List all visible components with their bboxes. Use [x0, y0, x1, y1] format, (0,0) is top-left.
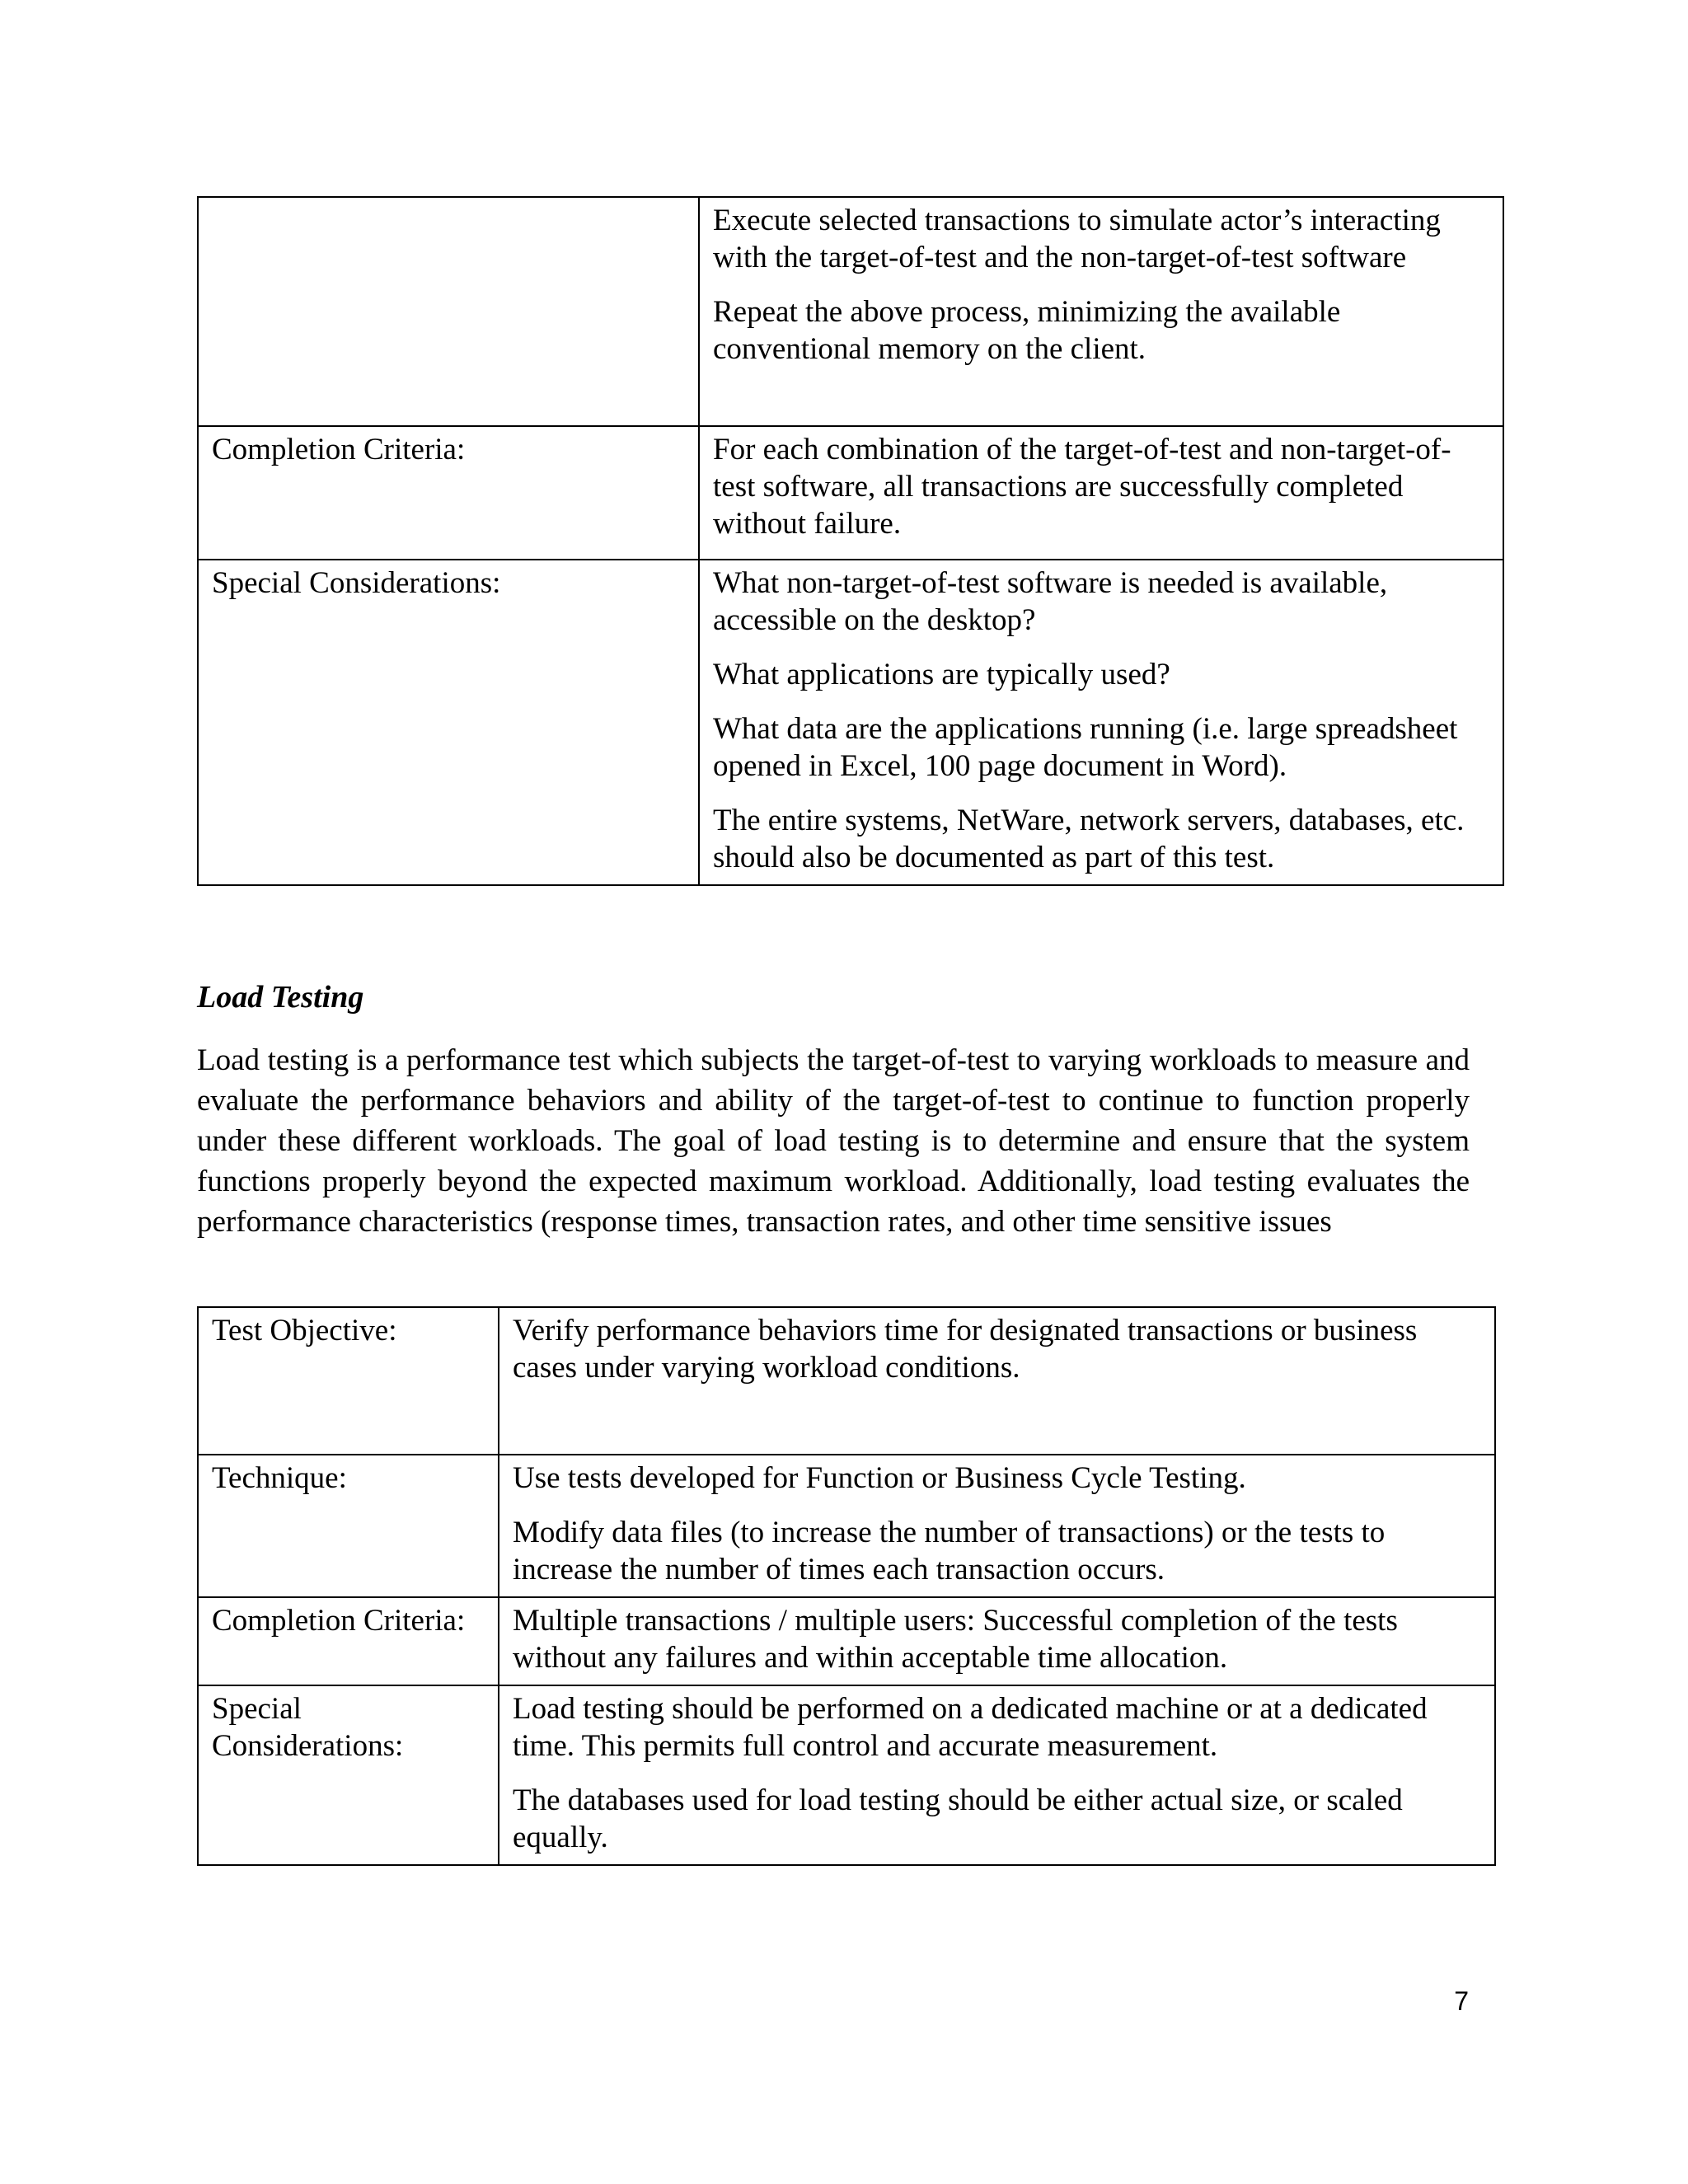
row-label: Test Objective: [198, 1307, 499, 1455]
table-row [198, 1455, 1495, 1597]
row-content [499, 1685, 1495, 1865]
table-row [198, 1685, 1495, 1865]
row-paragraph: Repeat the above process, minimizing the available conventional memory on the client. [713, 295, 1341, 366]
row-label: Special Considerations: [198, 560, 699, 885]
table-row [198, 197, 1503, 426]
row-content [499, 1455, 1495, 1597]
row-paragraph: The entire systems, NetWare, network servers, databases, etc. should also be documented as part of this test. [713, 804, 1465, 874]
row-paragraph: For each combination of the target-of-test and non-target-of-test software, all transactions are successfully completed without failure. [713, 433, 1451, 541]
test-continuation-table [197, 196, 1504, 886]
row-label [198, 197, 699, 426]
row-paragraph: Execute selected transactions to simulate actor’s interacting with the target-of-test and the non-target-of-test software [713, 204, 1441, 274]
row-label: Special Considerations: [198, 1685, 499, 1865]
section-paragraph: Load testing is a performance test which subjects the target-of-test to varying workloads to measure and evaluate the performance behaviors and ability of the target-of-test to continue to function properly under these different workloads. The goal of load testing is to determine and ensure that the system functions properly beyond the expected maximum workload. Additionally, load testing evaluates the performance characteristics (response times, transaction rates, and other time sensitive issues [197, 1043, 1470, 1239]
row-paragraph: Verify performance behaviors time for designated transactions or business cases under varying workload conditions. [513, 1314, 1418, 1385]
table-row [198, 560, 1503, 885]
row-content [499, 1307, 1495, 1455]
row-label: Technique: [198, 1455, 499, 1597]
row-paragraph: The databases used for load testing should be either actual size, or scaled equally. [513, 1783, 1403, 1854]
row-paragraph: Load testing should be performed on a dedicated machine or at a dedicated time. This permits full control and accurate measurement. [513, 1692, 1428, 1763]
row-paragraph: What applications are typically used? [713, 658, 1170, 691]
row-content [499, 1597, 1495, 1685]
table-row [198, 1597, 1495, 1685]
row-content [699, 426, 1503, 560]
row-label: Completion Criteria: [198, 1597, 499, 1685]
row-paragraph: Modify data files (to increase the number of transactions) or the tests to increase the number of times each transaction occurs. [513, 1516, 1386, 1586]
row-label: Completion Criteria: [198, 426, 699, 560]
row-paragraph: Multiple transactions / multiple users: Successful completion of the tests without any failures and within acceptable time allocation. [513, 1604, 1398, 1675]
row-paragraph: What non-target-of-test software is needed is available, accessible on the desktop? [713, 566, 1388, 637]
table-row [198, 426, 1503, 560]
row-content [699, 560, 1503, 885]
load-testing-table [197, 1306, 1496, 1866]
row-content [699, 197, 1503, 426]
row-paragraph: Use tests developed for Function or Business Cycle Testing. [513, 1461, 1246, 1495]
page-number: 7 [1454, 1986, 1469, 2016]
table-row [198, 1307, 1495, 1455]
section-heading: Load Testing [197, 980, 364, 1015]
row-paragraph: What data are the applications running (i.e. large spreadsheet opened in Excel, 100 page document in Word). [713, 712, 1458, 783]
